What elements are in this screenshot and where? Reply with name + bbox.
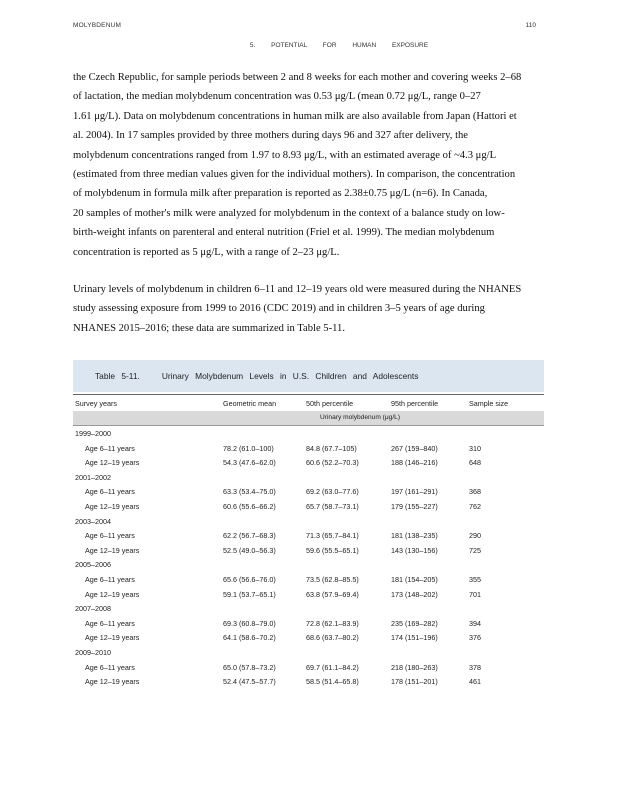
geometric-mean-cell: 78.2 (61.0–100)	[223, 443, 274, 453]
text-line: of lactation, the median molybdenum concentration was 0.53 μg/L (mean 0.72 μg/L, range 0–27	[73, 91, 481, 103]
sample-size-cell: 394	[469, 618, 481, 628]
geometric-mean-cell: 65.6 (56.6–76.0)	[223, 574, 276, 584]
text-line: (estimated from three median values given for the individual mothers). In comparison, the concentration	[73, 169, 516, 181]
table-title: Urinary Molybdenum Levels in U.S. Children and Adolescents	[161, 371, 419, 381]
p50-cell: 58.5 (51.4–65.8)	[306, 677, 359, 687]
urinary-molybdenum-table	[73, 360, 544, 689]
p95-cell: 174 (151–196)	[391, 633, 438, 643]
geometric-mean-cell: 59.1 (53.7–65.1)	[223, 589, 276, 599]
p95-cell: 197 (161–291)	[391, 487, 438, 497]
p50-cell: 63.8 (57.9–69.4)	[306, 589, 359, 599]
period-label: 2005–2006	[75, 560, 111, 570]
age-group-cell: Age 12–19 years	[85, 501, 140, 511]
paragraph-urinary-levels	[73, 280, 551, 338]
p50-cell: 65.7 (58.7–73.1)	[306, 501, 359, 511]
p95-cell: 218 (180–263)	[391, 662, 438, 672]
table-row	[73, 484, 544, 499]
sample-size-cell: 310	[469, 443, 481, 453]
period-label: 2007–2008	[75, 604, 111, 614]
col-95th-percentile: 95th percentile	[391, 399, 439, 408]
sample-size-cell: 725	[469, 545, 481, 555]
age-group-cell: Age 12–19 years	[85, 458, 140, 468]
sample-size-cell: 762	[469, 501, 481, 511]
p95-cell: 173 (148–202)	[391, 589, 438, 599]
table-caption	[73, 360, 544, 392]
table-row	[73, 528, 544, 543]
table-row	[73, 674, 544, 689]
geometric-mean-cell: 69.3 (60.8–79.0)	[223, 618, 276, 628]
text-line: birth-weight infants on parenteral and enteral nutrition (Friel et al. 1999). The median molybdenum	[73, 227, 495, 239]
table-row	[73, 441, 544, 456]
geometric-mean-cell: 60.6 (55.6–66.2)	[223, 501, 276, 511]
p50-cell: 71.3 (65.7–84.1)	[306, 531, 359, 541]
age-group-cell: Age 12–19 years	[85, 589, 140, 599]
age-group-cell: Age 12–19 years	[85, 545, 140, 555]
table-row	[73, 616, 544, 631]
age-group-cell: Age 6–11 years	[85, 531, 135, 541]
text-line: the Czech Republic, for sample periods between 2 and 8 weeks for each mother and covering weeks 2–68	[73, 72, 522, 83]
p50-cell: 59.6 (55.5–65.1)	[306, 545, 359, 555]
p50-cell: 60.6 (52.2–70.3)	[306, 458, 359, 468]
table-row	[73, 572, 544, 587]
p95-cell: 143 (130–156)	[391, 545, 438, 555]
geometric-mean-cell: 54.3 (47.6–62.0)	[223, 458, 276, 468]
table-period-row	[73, 426, 544, 441]
table-period-row	[73, 601, 544, 616]
p50-cell: 84.8 (67.7–105)	[306, 443, 357, 453]
table-row	[73, 499, 544, 514]
p95-cell: 181 (154–205)	[391, 574, 438, 584]
age-group-cell: Age 6–11 years	[85, 487, 135, 497]
sample-size-cell: 701	[469, 589, 481, 599]
table-row	[73, 587, 544, 602]
text-line: Urinary levels of molybdenum in children 6–11 and 12–19 years old were measured during the NHANES	[73, 284, 522, 295]
table-row	[73, 660, 544, 675]
table-period-row	[73, 514, 544, 529]
p95-cell: 188 (146–216)	[391, 458, 438, 468]
paragraph-breast-milk	[73, 68, 551, 262]
p95-cell: 181 (138–235)	[391, 531, 438, 541]
text-line: study assessing exposure from 1999 to 2016 (CDC 2019) and in children 3–5 years of age during	[73, 303, 485, 315]
table-column-headers	[73, 394, 544, 411]
section-header: 5. POTENTIAL FOR HUMAN EXPOSURE	[249, 42, 429, 49]
text-line: NHANES 2015–2016; these data are summarized in Table 5-11.	[73, 322, 345, 334]
unit-label: Urinary molybdenum (μg/L)	[320, 414, 401, 421]
p95-cell: 267 (159–840)	[391, 443, 438, 453]
period-label: 2009–2010	[75, 647, 111, 657]
table-period-row	[73, 470, 544, 485]
p95-cell: 178 (151–201)	[391, 677, 438, 687]
sample-size-cell: 290	[469, 531, 481, 541]
period-label: 1999–2000	[75, 429, 111, 438]
age-group-cell: Age 6–11 years	[85, 662, 135, 672]
geometric-mean-cell: 62.2 (56.7–68.3)	[223, 531, 276, 541]
sample-size-cell: 648	[469, 458, 481, 468]
text-line: al. 2004). In 17 samples provided by three mothers during days 96 and 327 after delivery, the	[73, 130, 469, 142]
sample-size-cell: 368	[469, 487, 481, 497]
p95-cell: 179 (155–227)	[391, 501, 438, 511]
period-label: 2003–2004	[75, 516, 111, 526]
sample-size-cell: 378	[469, 662, 481, 672]
sample-size-cell: 461	[469, 677, 481, 687]
table-number: Table 5-11.	[95, 371, 140, 381]
col-sample-size: Sample size	[469, 399, 509, 408]
running-header-title: MOLYBDENUM	[73, 22, 122, 29]
table-unit-subheader	[73, 411, 544, 426]
age-group-cell: Age 12–19 years	[85, 633, 140, 643]
age-group-cell: Age 6–11 years	[85, 574, 135, 584]
geometric-mean-cell: 52.5 (49.0–56.3)	[223, 545, 276, 555]
p95-cell: 235 (169–282)	[391, 618, 438, 628]
age-group-cell: Age 6–11 years	[85, 443, 135, 453]
geometric-mean-cell: 63.3 (53.4–75.0)	[223, 487, 276, 497]
table-period-row	[73, 557, 544, 572]
sample-size-cell: 355	[469, 574, 481, 584]
table-row	[73, 455, 544, 470]
col-50th-percentile: 50th percentile	[306, 399, 354, 408]
p50-cell: 73.5 (62.8–85.5)	[306, 574, 359, 584]
text-line: 1.61 μg/L). Data on molybdenum concentrations in human milk are also available from Japan (Hattori et	[73, 110, 517, 122]
geometric-mean-cell: 52.4 (47.5–57.7)	[223, 677, 276, 687]
text-line: molybdenum concentrations ranged from 1.97 to 8.93 μg/L, with an estimated average of ~4.3 μg/L	[73, 149, 497, 161]
geometric-mean-cell: 64.1 (58.6–70.2)	[223, 633, 276, 643]
page-number: 110	[525, 22, 536, 29]
p50-cell: 69.2 (63.0–77.6)	[306, 487, 359, 497]
geometric-mean-cell: 65.0 (57.8–73.2)	[223, 662, 276, 672]
table-period-row	[73, 645, 544, 660]
p50-cell: 72.8 (62.1–83.9)	[306, 618, 359, 628]
age-group-cell: Age 6–11 years	[85, 618, 135, 628]
p50-cell: 68.6 (63.7–80.2)	[306, 633, 359, 643]
table-row	[73, 630, 544, 645]
text-line: concentration is reported as 5 μg/L, with a range of 2–23 μg/L.	[73, 246, 340, 258]
text-line: 20 samples of mother's milk were analyzed for molybdenum in the context of a balance study on low-	[73, 207, 505, 219]
sample-size-cell: 376	[469, 633, 481, 643]
table-row	[73, 543, 544, 558]
p50-cell: 69.7 (61.1–84.2)	[306, 662, 359, 672]
col-geometric-mean: Geometric mean	[223, 399, 277, 408]
period-label: 2001–2002	[75, 472, 111, 482]
text-line: of molybdenum in formula milk after preparation is reported as 2.38±0.75 μg/L (n=6). In Canada,	[73, 188, 488, 200]
col-survey-years: Survey years	[75, 399, 117, 408]
table-body	[73, 426, 544, 689]
age-group-cell: Age 12–19 years	[85, 677, 140, 687]
